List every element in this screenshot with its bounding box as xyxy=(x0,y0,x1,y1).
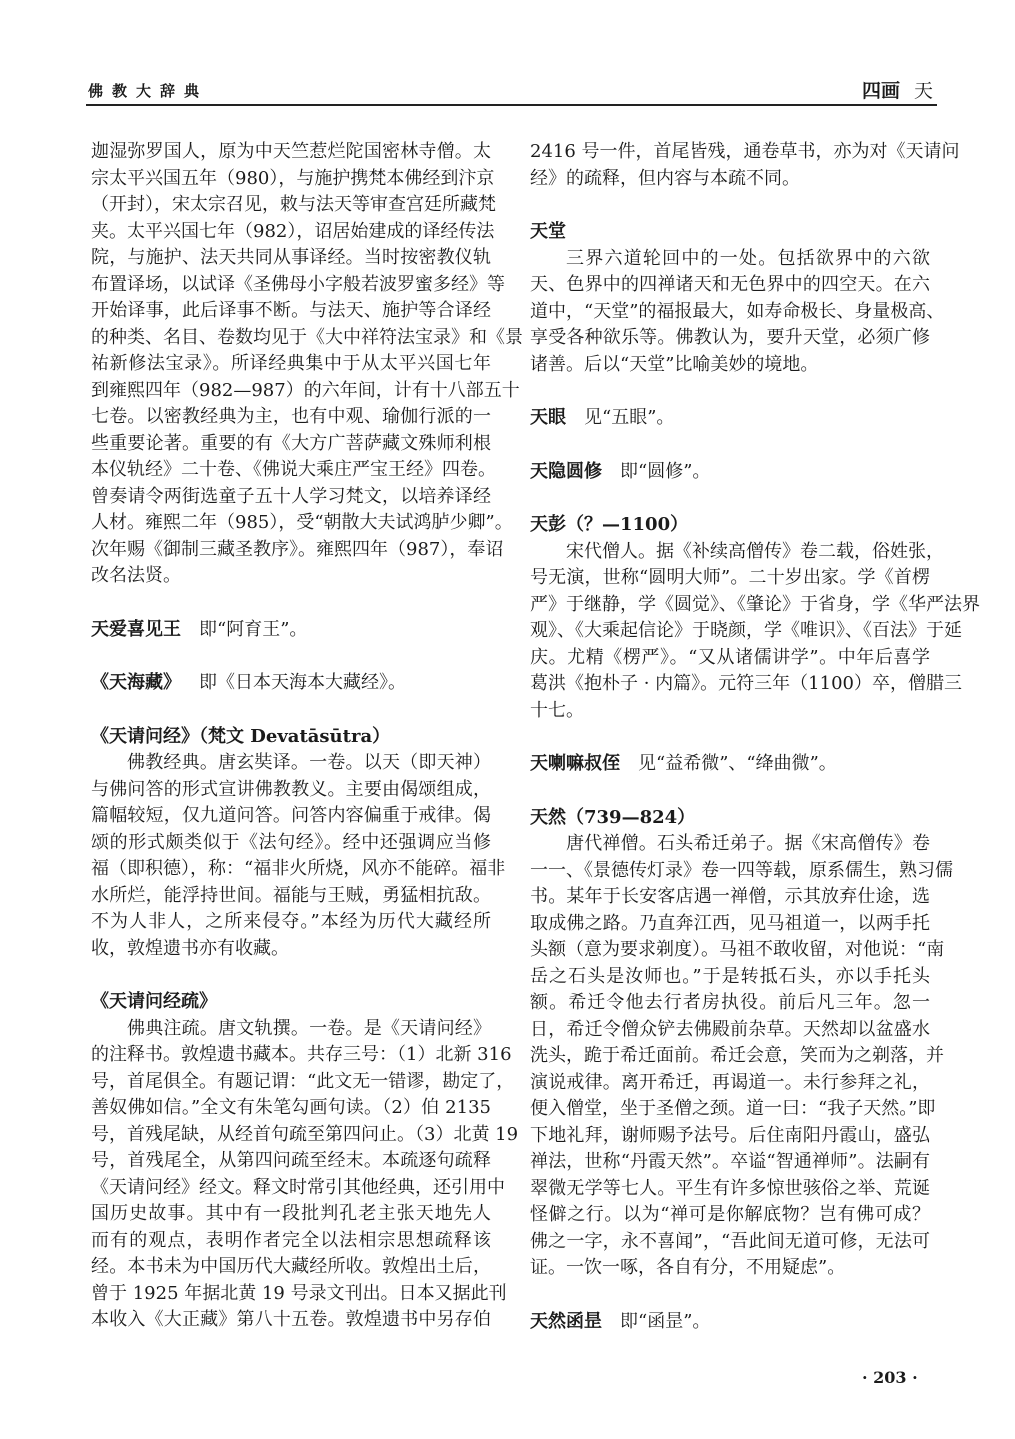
text-line: 额。希迁令他去行者房执役。前后凡三年。忽一 xyxy=(530,992,930,1013)
entry-heading: 《天请问经疏》 xyxy=(91,991,217,1012)
paragraph xyxy=(91,750,506,962)
text-line: 篇幅较短，仅九道问答。问答内容偏重于戒律。偈 xyxy=(91,805,491,826)
entry-heading-block xyxy=(91,989,491,1016)
text-line: 善奴佛如信。”全文有朱笔勾画句读。（2）伯 2135 xyxy=(91,1097,491,1118)
text-line: 本收入《大正藏》第八十五卷。敦煌遗书中另存伯 xyxy=(91,1309,491,1330)
text-line: 头额（意为要求剃度）。马祖不敢收留，对他说：“南 xyxy=(530,939,945,960)
entry-row xyxy=(91,617,491,644)
text-line: 院，与施护、法天共同从事译经。当时按密教仪轨 xyxy=(91,247,491,268)
entry-heading-block xyxy=(91,724,491,751)
entry-term: 天眼 xyxy=(530,407,566,428)
text-line: 享受各种欲乐等。佛教认为，要升天堂，必须广修 xyxy=(530,327,930,348)
text-line: 七卷。以密教经典为主，也有中观、瑜伽行派的一 xyxy=(91,406,491,427)
text-line: 岳之石头是汝师也。”于是转抵石头，亦以手托头 xyxy=(530,965,930,987)
text-line: 证。一饮一啄，各自有分，不用疑虑”。 xyxy=(530,1257,846,1278)
text-line: 一一、《景德传灯录》卷一四等载，原系儒生，熟习儒 xyxy=(530,859,953,881)
text-line: 葛洪《抱朴子 · 内篇》。元符三年（1100）卒，僧腊三 xyxy=(530,673,962,694)
paragraph xyxy=(530,139,960,192)
entry-heading: 天堂 xyxy=(530,221,566,242)
text-line: 《天请问经》经文。释文时常引其他经典，还引用中 xyxy=(91,1176,505,1198)
text-line: 唐代禅僧。石头希迁弟子。据《宋高僧传》卷 xyxy=(566,833,930,854)
text-line: 改名法贤。 xyxy=(91,565,181,586)
entry-heading: 天彭（？—1100） xyxy=(530,514,689,535)
text-line: 到雍熙四年（982—987）的六年间，计有十八部五十 xyxy=(91,379,520,401)
text-line: 佛教经典。唐玄奘译。一卷。以天（即天神） xyxy=(127,752,491,773)
entry-heading-block xyxy=(530,512,930,539)
entry-reference: 即《日本天海本大藏经》。 xyxy=(199,672,406,693)
text-line: 佛典注疏。唐文轨撰。一卷。是《天请问经》 xyxy=(127,1017,491,1039)
text-line: 布置译场，以试译《圣佛母小字般若波罗蜜多经》等 xyxy=(91,273,505,295)
running-head-section xyxy=(862,76,933,103)
text-line: 三界六道轮回中的一处。包括欲界中的六欲 xyxy=(566,247,930,269)
text-line: 些重要论著。重要的有《大方广菩萨藏文殊师利根 xyxy=(91,432,491,454)
text-line: 怪僻之行。以为“禅可是你解底物？岂有佛可成？ xyxy=(530,1204,930,1225)
entry-heading-block xyxy=(530,805,930,832)
cross-reference-entry xyxy=(530,1309,930,1336)
text-line: 日，希迁令僧众铲去佛殿前杂草。天然却以盆盛水 xyxy=(530,1018,930,1040)
text-line: 收，敦煌遗书亦有收藏。 xyxy=(91,937,289,959)
text-line: 洗头，跪于希迁面前。希迁会意，笑而为之剃落，并 xyxy=(530,1045,944,1066)
text-line: 经。本书未为中国历代大藏经所收。敦煌出土后， xyxy=(91,1256,491,1277)
text-line: 禅法，世称“丹霞天然”。卒谥“智通禅师”。法嗣有 xyxy=(530,1151,930,1172)
text-line: 次年赐《御制三藏圣教序》。雍熙四年（987），奉诏 xyxy=(91,538,504,560)
cross-reference-entry xyxy=(530,405,930,432)
entry-row xyxy=(91,670,491,697)
text-line: 曾奏请令两街选童子五十人学习梵文，以培养译经 xyxy=(91,485,491,507)
text-line: 便入僧堂，坐于圣僧之颈。道一曰：“我子天然。”即 xyxy=(530,1098,936,1119)
text-line: 诸善。后以“天堂”比喻美妙的境地。 xyxy=(530,353,819,375)
text-line: （开封），宋太宗召见，敕与法天等审查宫廷所藏梵 xyxy=(91,194,496,215)
text-line: 的注释书。敦煌遗书藏本。共存三号：（1）北新 316 xyxy=(91,1044,512,1065)
entry-term: 天然函昰 xyxy=(530,1310,602,1332)
paragraph xyxy=(530,831,953,1282)
text-line: 的种类、名目、卷数均见于《大中祥符法宝录》和《景 xyxy=(91,326,523,348)
text-line: 宋代僧人。据《补续高僧传》卷二载，俗姓张， xyxy=(566,540,944,562)
page-number: · 203 · xyxy=(862,1368,918,1387)
text-line: 道中，“天堂”的福报最大，如寿命极长、身量极高、 xyxy=(530,300,945,322)
left-column xyxy=(91,139,523,1334)
entry-term: 天喇嘛叔侄 xyxy=(530,753,620,774)
text-line: 翠微无学等七人。平生有许多惊世骇俗之举、荒诞 xyxy=(530,1177,930,1199)
text-line: 十七。 xyxy=(530,699,584,721)
entry-term: 《天海藏》 xyxy=(91,672,181,693)
text-line: 演说戒律。离开希迁，再谒道一。未行参拜之礼， xyxy=(530,1071,930,1093)
entry-reference: 即“阿育王”。 xyxy=(199,618,308,640)
text-line: 国历史故事。其中有一段批判孔老主张天地先人 xyxy=(91,1203,491,1224)
cross-reference-entry xyxy=(530,459,930,486)
text-line: 天、色界中的四禅诸天和无色界中的四空天。在六 xyxy=(530,274,930,295)
text-line: 迦湿弥罗国人，原为中天竺惹烂陀国密林寺僧。太 xyxy=(91,141,491,162)
text-line: 福（即积德），称：“福非火所烧，风亦不能碎。福非 xyxy=(91,858,506,879)
entry-term: 天爱喜见王 xyxy=(91,618,181,640)
text-line: 经》的疏释，但内容与本疏不同。 xyxy=(530,167,800,189)
section-char: 天 xyxy=(913,80,933,102)
entry-reference: 即“函昰”。 xyxy=(620,1310,711,1332)
entry-row xyxy=(530,1309,930,1336)
paragraph xyxy=(91,139,523,590)
text-line: 水所烂，能浮持世间。福能与王贼，勇猛相抗敌。 xyxy=(91,884,491,906)
entry-row xyxy=(530,405,930,432)
cross-reference-entry xyxy=(530,751,930,778)
paragraph xyxy=(530,246,945,379)
text-line: 取成佛之路。乃直奔江西，见马祖道一，以两手托 xyxy=(530,912,930,934)
right-column xyxy=(530,139,980,1335)
text-line: 书。某年于长安客店遇一禅僧，示其放弃仕途，选 xyxy=(530,886,930,907)
entry-heading: 《天请问经》（梵文 Devatāsūtra） xyxy=(91,725,391,747)
text-line: 号，首残尾缺，从经首句疏至第四问止。（3）北黄 19 xyxy=(91,1123,519,1145)
text-line: 宗太平兴国五年（980），与施护携梵本佛经到汴京 xyxy=(91,167,495,189)
entry-term: 天隐圆修 xyxy=(530,460,602,482)
paragraph xyxy=(91,1016,519,1334)
entry-row xyxy=(530,459,930,486)
paragraph xyxy=(530,539,980,725)
text-line: 2416 号一件，首尾皆残，通卷草书，亦为对《天请问 xyxy=(530,141,960,162)
running-head-book-title: 佛教大辞典 xyxy=(88,82,209,100)
text-line: 严》于继静，学《圆觉》、《肇论》于省身，学《华严法界 xyxy=(530,593,980,615)
entry-heading-block xyxy=(530,219,930,246)
entry-heading: 天然（739—824） xyxy=(530,806,696,828)
text-line: 下地礼拜，谢师赐予法号。后住南阳丹霞山，盛弘 xyxy=(530,1124,930,1146)
text-line: 号，首残尾全，从第四问疏至经末。本疏逐句疏释 xyxy=(91,1150,491,1171)
text-line: 祐新修法宝录》。所译经典集中于从太平兴国七年 xyxy=(91,353,491,374)
text-line: 开始译事，此后译事不断。与法天、施护等合译经 xyxy=(91,300,491,321)
text-line: 号无演，世称“圆明大师”。二十岁出家。学《首楞 xyxy=(530,567,930,588)
text-line: 本仪轨经》二十卷、《佛说大乘庄严宝王经》四卷。 xyxy=(91,459,496,480)
text-line: 曾于 1925 年据北黄 19 号录文刊出。日本又据此刊 xyxy=(91,1282,507,1304)
cross-reference-entry xyxy=(91,617,491,644)
text-line: 颂的形式颇类似于《法句经》。经中还强调应当修 xyxy=(91,831,491,853)
cross-reference-entry xyxy=(91,670,491,697)
text-line: 观》、《大乘起信论》于晓颜，学《唯识》、《百法》于延 xyxy=(530,620,962,641)
header-divider xyxy=(86,104,937,106)
entry-reference: 见“五眼”。 xyxy=(584,407,675,428)
text-line: 夹。太平兴国七年（982），诏居始建成的译经传法 xyxy=(91,220,495,242)
text-line: 而有的观点，表明作者完全以法相宗思想疏释该 xyxy=(91,1229,491,1251)
entry-row xyxy=(530,751,930,778)
text-line: 人材。雍熙二年（985），受“朝散大夫试鸿胪少卿”。 xyxy=(91,512,513,533)
entry-reference: 见“益希微”、“绛曲微”。 xyxy=(638,753,837,774)
text-line: 与佛问答的形式宣讲佛教教义。主要由偈颂组成， xyxy=(91,778,491,800)
text-line: 庆。尤精《楞严》。“又从诸儒讲学”。中年后喜学 xyxy=(530,646,930,668)
section-label: 四画 xyxy=(861,80,900,102)
entry-reference: 即“圆修”。 xyxy=(620,460,711,482)
text-line: 佛之一字，永不喜闻”，“吾此间无道可修，无法可 xyxy=(530,1230,930,1252)
text-line: 不为人非人，之所来侵夺。”本经为历代大藏经所 xyxy=(91,911,491,932)
text-line: 号，首尾俱全。有题记谓：“此文无一错谬，勘定了， xyxy=(91,1070,515,1092)
